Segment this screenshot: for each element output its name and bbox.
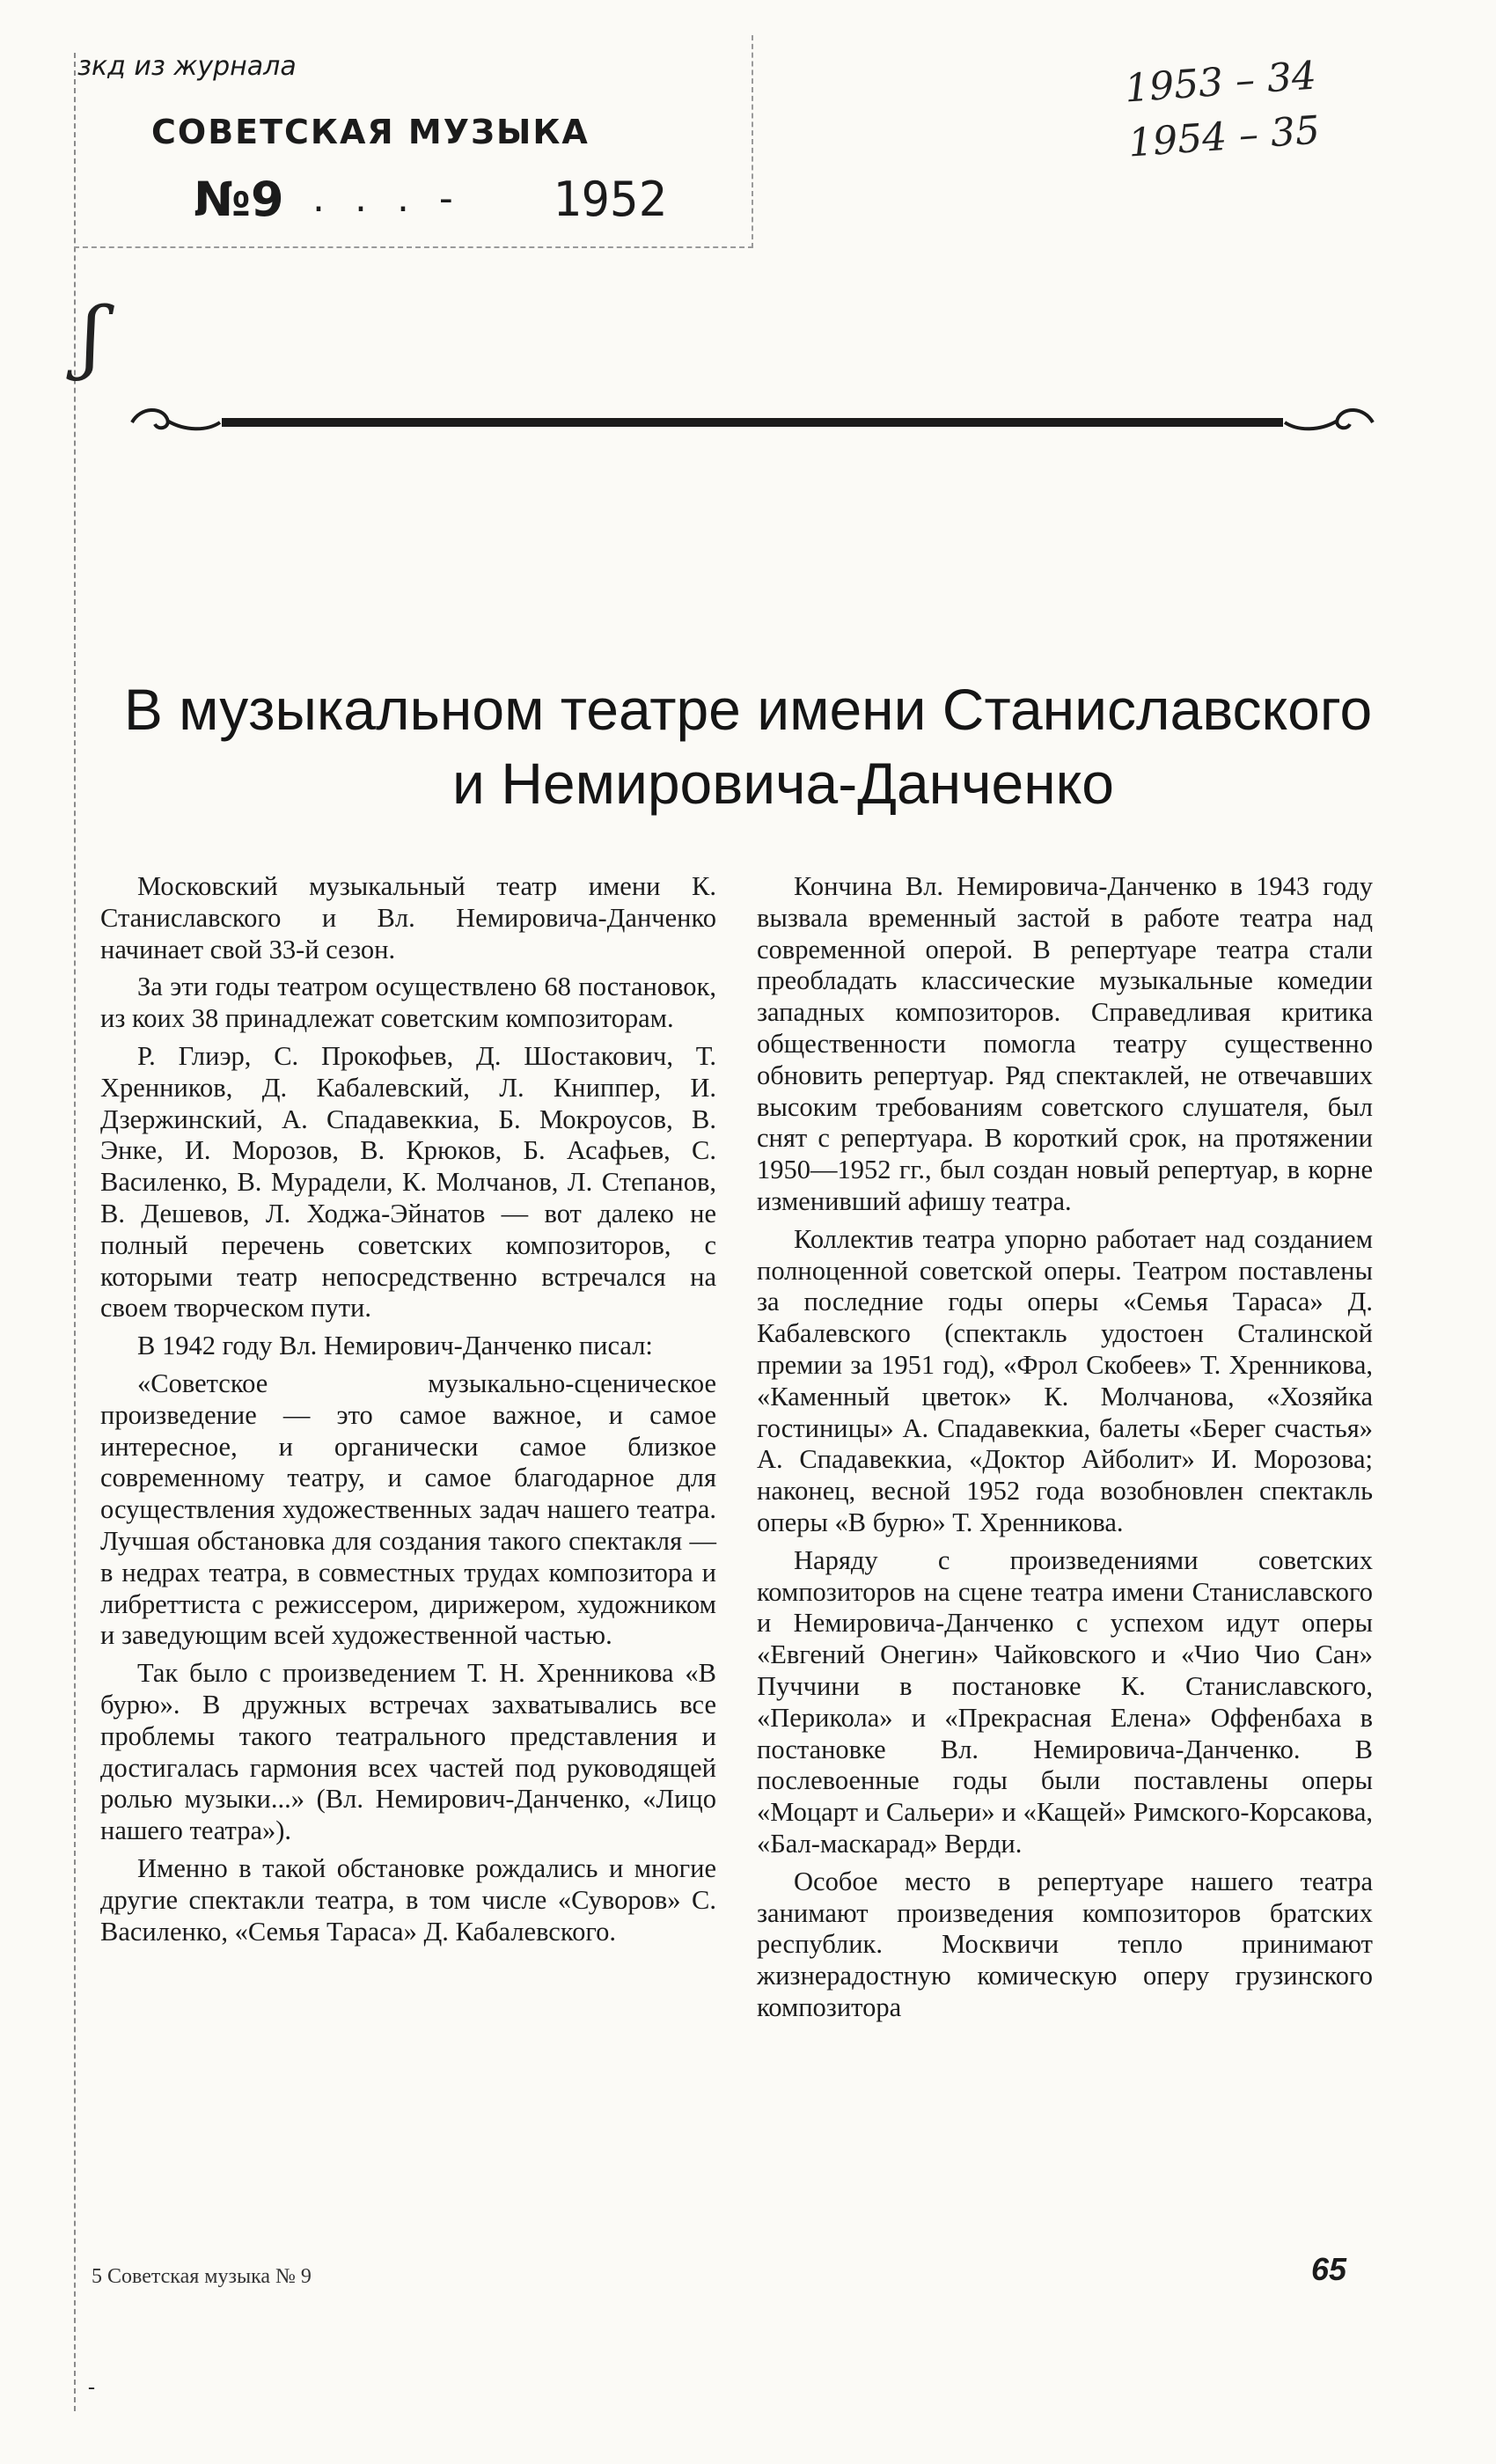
paragraph: Особое место в репертуаре нашего театра занимают произведения композиторов братских республик. Москвичи тепло принимают жизнерадостную комическую оперу грузинского композитора: [757, 1866, 1373, 2022]
ornamental-rule: [123, 401, 1382, 444]
stamp-issue-number: №9: [194, 172, 284, 227]
handwritten-note-line-1: 1953 – 34: [1123, 53, 1318, 112]
paragraph: Именно в такой обстановке рождались и многие другие спектакли театра, в том числе «Суворов» С. Василенко, «Семья Тараса» Д. Кабалевского.: [100, 1852, 716, 1947]
page-number: 65: [1311, 2251, 1347, 2287]
right-column: [757, 871, 1373, 2030]
paragraph: Наряду с произведениями советских композиторов на сцене театра имени Станиславского и Немировича-Данченко с успехом идут оперы «Евгений Онегин» Чайковского и «Чио Чио Сан» Пуччини в постановке К. Станиславского, «Перикола» и «Прекрасная Елена» Оффенбаха в постановке Вл. Немировича-Данченко. В послевоенные годы были поставлены оперы «Моцарт и Сальери» и «Кащей» Римского-Корсакова, «Бал-маскарад» Верди.: [757, 1544, 1373, 1859]
paragraph: За эти годы театром осуществлено 68 постановок, из коих 38 принадлежат советским композиторам.: [100, 972, 716, 1034]
paragraph: Кончина Вл. Немировича-Данченко в 1943 году вызвала временный застой в работе театра над современной оперой. В репертуаре театра стали преобладать классические музыкальные комедии западных композиторов. Справедливая критика общественности помогла театру существенно обновить репертуар. Ряд спектаклей, не отвечавших высоким требованиям советского слушателя, был снят с репертуара. В короткий срок, на протяжении 1950—1952 гг., был создан новый репертуар, в корне изменивший афишу театра.: [757, 871, 1373, 1216]
paragraph: Р. Глиэр, С. Прокофьев, Д. Шостакович, Т. Хренников, Д. Кабалевский, Л. Книппер, И. Дзержинский, А. Спадавеккиа, Б. Мокроусов, В. Энке, И. Морозов, В. Крюков, Б. Асафьев, С. Василенко, В. Мурадели, К. Молчанов, Л. Степанов, В. Дешевов, Л. Ходжа-Эйнатов — вот далеко не полный перечень советских композиторов, с которыми театр непосредственно встречался на своем творческом пути.: [100, 1040, 716, 1324]
edge-mark: -: [88, 2376, 95, 2399]
stamp-label: зкд из журнала: [77, 51, 297, 82]
stamp-year: 1952: [553, 172, 668, 227]
paragraph: В 1942 году Вл. Немирович-Данченко писал:: [137, 1331, 653, 1361]
handwritten-note-line-2: 1954 – 35: [1126, 107, 1322, 166]
handwritten-margin-mark: ʃ: [81, 290, 103, 383]
stamp-date-dots: . . . -: [312, 176, 462, 221]
stamp-journal-name: СОВЕТСКАЯ МУЗЫКА: [151, 113, 590, 151]
paragraph: Так было с произведением Т. Н. Хренникова «В бурю». В дружных встречах захватывались все проблемы такого театрального представления и достигалась гармония всех частей под руководящей ролью музыки...» (Вл. Немирович-Данченко, «Лицо нашего театра»).: [100, 1658, 716, 1846]
footer-signature: 5 Советская музыка № 9: [92, 2265, 312, 2288]
article-title-line-2: и Немировича-Данченко: [452, 751, 1114, 816]
left-column: [100, 871, 716, 1954]
quote-paragraph: «Советское музыкально-сценическое произведение — это самое важное, и самое интересное, и органически самое близкое современному театру, и самое благодарное для осуществления художественных задач нашего театра. Лучшая обстановка для создания такого спектакля — в недрах театра, в совместных трудах композитора и либреттиста с режиссером, дирижером, художником и заведующим всей художественной частью.: [100, 1368, 716, 1651]
article-title-line-1: В музыкальном театре имени Станиславского: [123, 677, 1373, 742]
paragraph: Коллектив театра упорно работает над созданием полноценной советской оперы. Театром поставлены за последние годы оперы «Семья Тараса» Д. Кабалевского (спектакль удостоен Сталинской премии за 1951 год), «Фрол Скобеев» Т. Хренникова, «Каменный цветок» К. Молчанова, «Хозяйка гостиницы» А. Спадавеккиа, балеты «Берег счастья» А. Спадавеккиа, «Доктор Айболит» И. Морозова; наконец, весной 1952 года возобновлен спектакль оперы «В бурю» Т. Хренникова.: [757, 1223, 1373, 1537]
paragraph: Московский музыкальный театр имени К. Станиславского и Вл. Немировича-Данченко начинает свой 33-й сезон.: [100, 871, 716, 964]
binding-margin-line: [74, 53, 76, 2411]
